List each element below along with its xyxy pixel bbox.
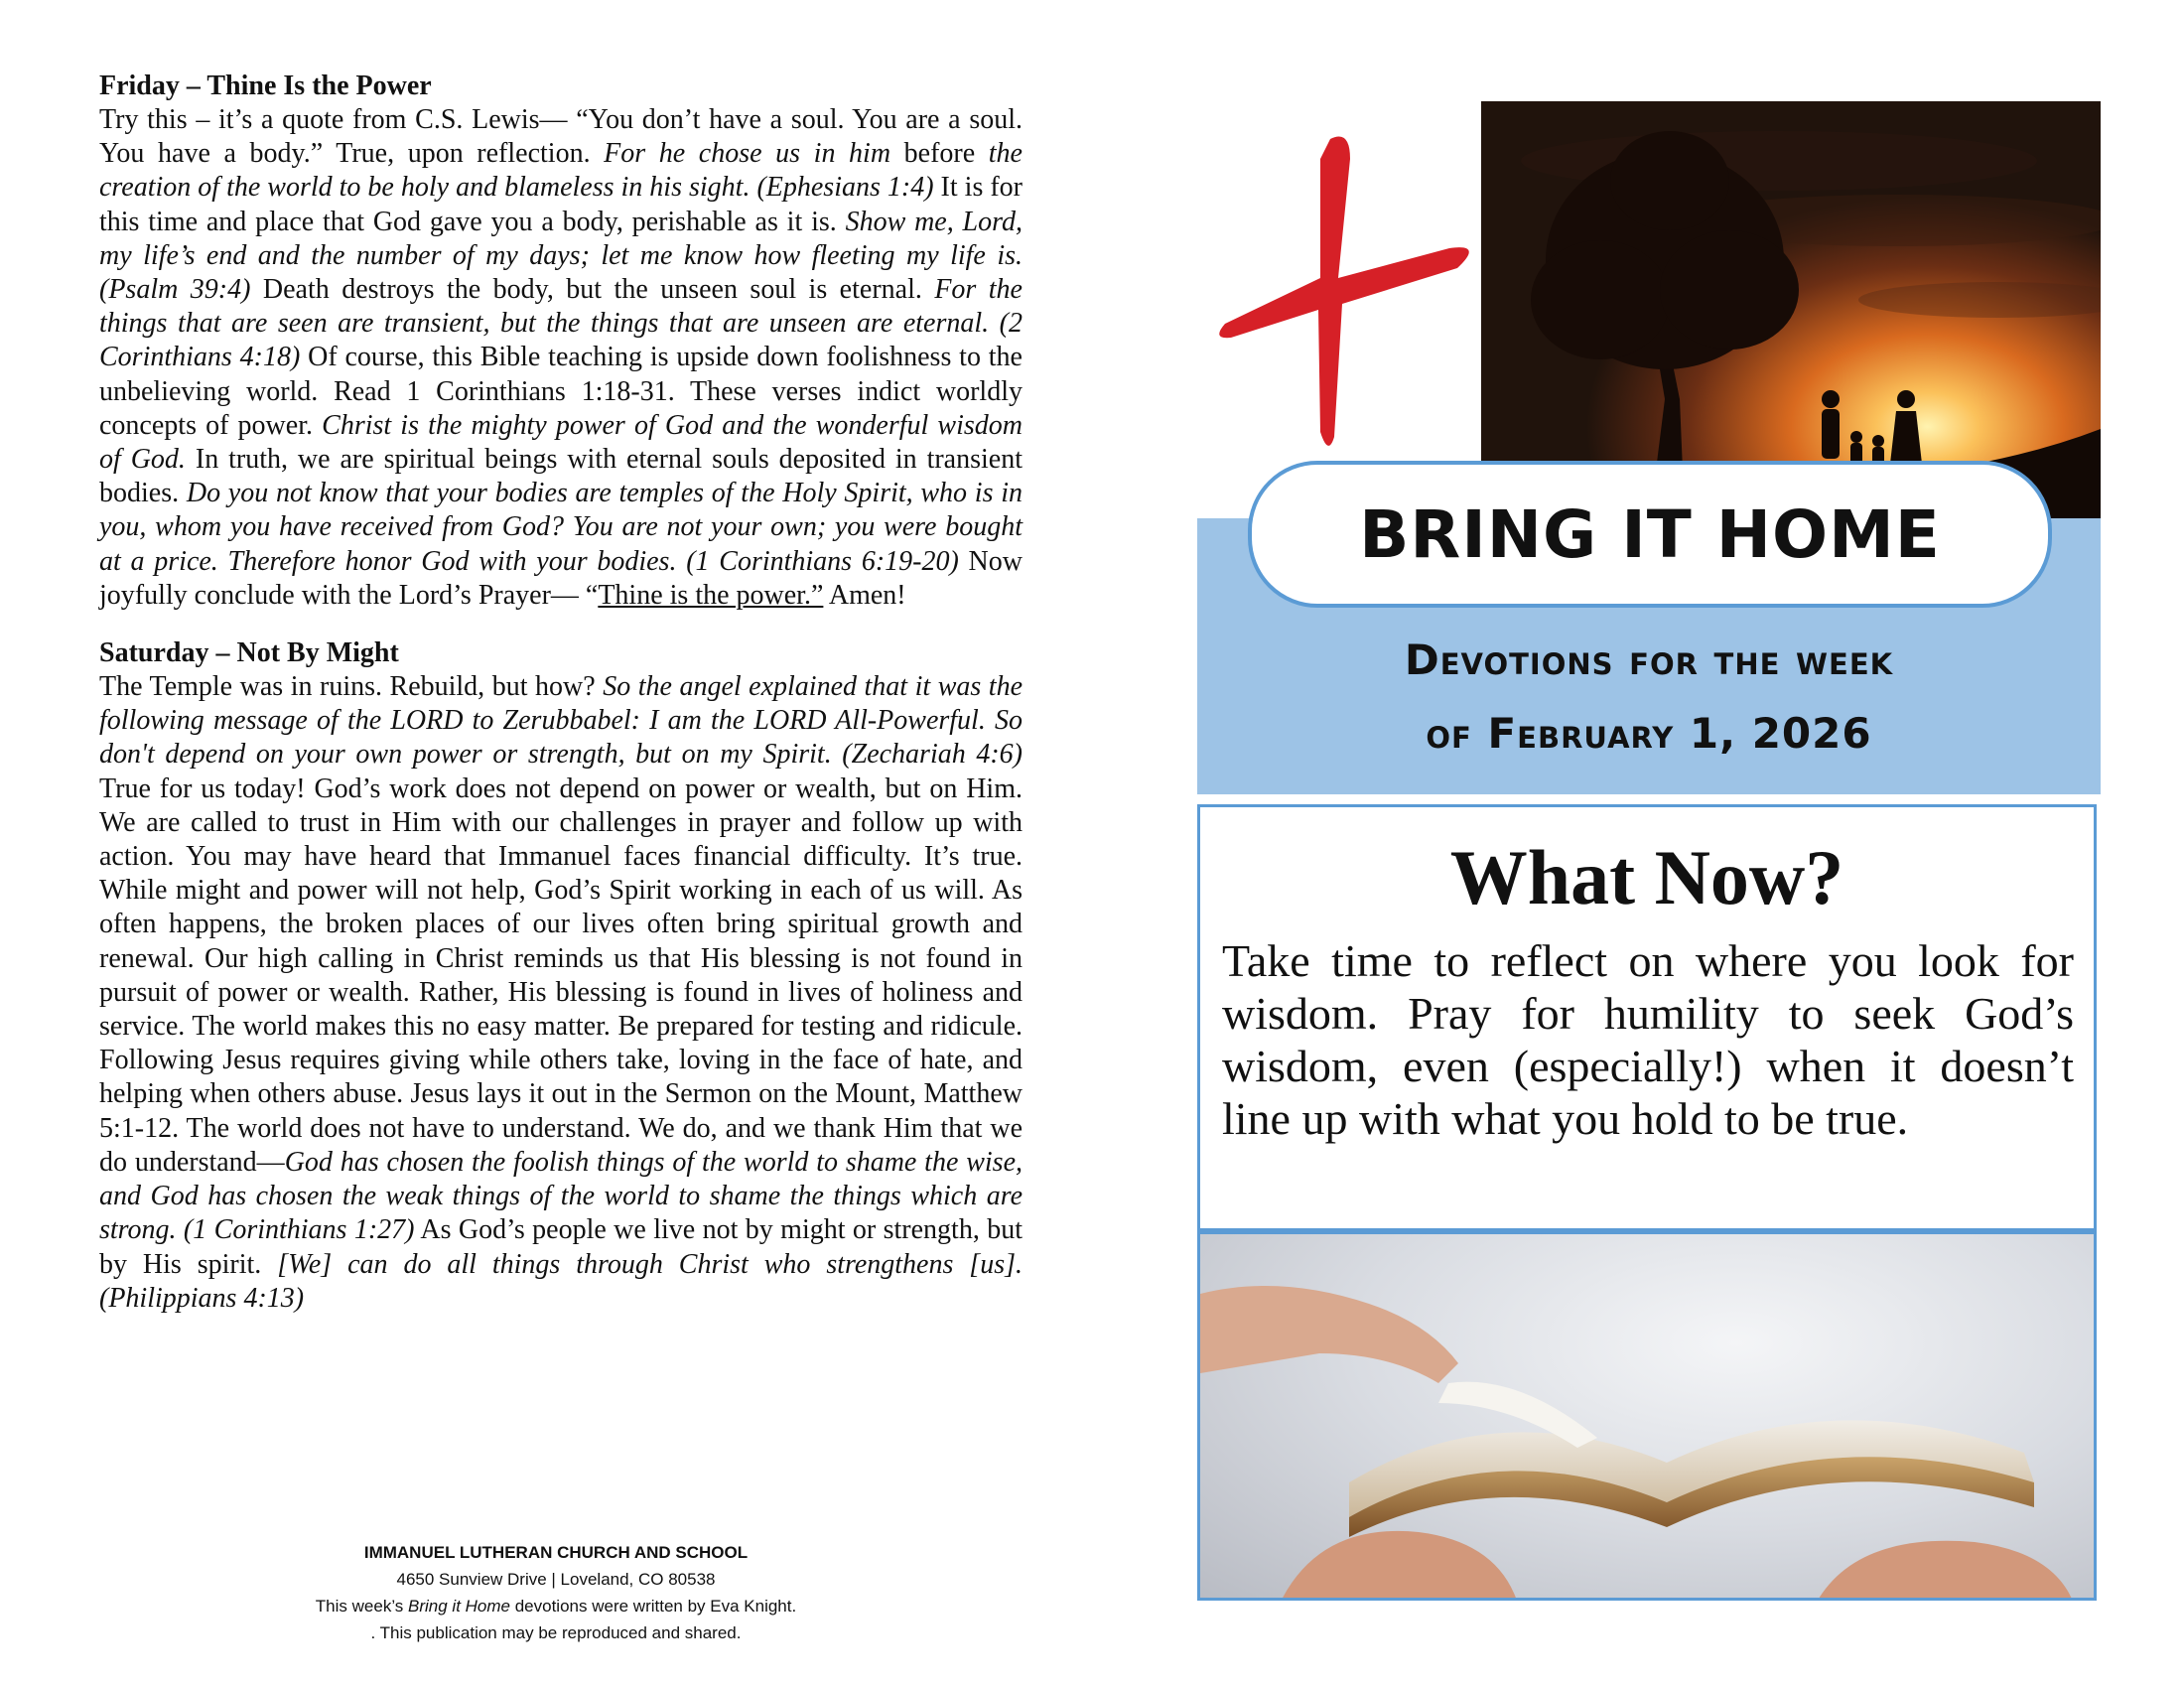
friday-verse: For he chose us in him <box>604 138 891 170</box>
sunset-family-illustration <box>1481 101 2101 518</box>
friday-text: It is for this time and place that God gave you a body, perishable as it is. <box>99 172 1023 237</box>
saturday-body <box>99 670 1023 1316</box>
what-now-box <box>1197 804 2097 1231</box>
saturday-text: True for us today! God’s work does not depend on power or wealth, but on Him. We are called to trust in Him with our challenges in prayer and follow up with action. You may have heard that Immanuel faces financial difficulty. It’s true. While might and power will not help, God’s Spirit working in each of us will. As often happens, the broken places of our lives often bring spiritual growth and renewal. Our high calling in Christ reminds us that His blessing is not found in pursuit of power or wealth. Rather, His blessing is found in lives of holiness and service. The world makes this no easy matter. Be prepared for testing and ridicule. Following Jesus requires giving while others take, loving in the face of hate, and helping when others abuse. Jesus lays it out in the Sermon on the Mount, Matthew 5:1-12. The world does not have to understand. We do, and we thank Him that we do understand— <box>99 773 1023 1178</box>
friday-text: Try this – it’s a quote from C.S. Lewis— “You don’t have a soul. You are a soul. You have a body.” True, upon reflection. <box>99 104 1023 170</box>
credit-title: Bring it Home <box>408 1597 510 1616</box>
friday-verse: Christ is the mighty power of God and the wonderful wisdom of God. <box>99 409 1023 476</box>
title-pill <box>1248 461 2052 608</box>
saturday-title: Saturday – Not By Might <box>99 637 399 669</box>
subtitle-line-1: Devotions for the week <box>1404 635 1894 684</box>
church-footer <box>169 1539 943 1646</box>
friday-text: In truth, we are spiritual beings with eternal souls deposited in transient bodies. <box>99 444 1023 509</box>
friday-verse: For the things that are seen are transient, but the things that are unseen are eternal. (2 Corinthians 4:18) <box>99 274 1023 373</box>
friday-verse: the creation of the world to be holy and blameless in his sight. (Ephesians 1:4) <box>99 138 1023 204</box>
friday-text: Of course, this Bible teaching is upside down foolishness to the unbelieving world. Read 1 Corinthians 1:18-31. These verses indict worldly concepts of power. <box>99 342 1023 441</box>
open-book-illustration <box>1200 1234 2097 1601</box>
author-credit <box>169 1593 943 1619</box>
cross-icon <box>1211 129 1489 457</box>
friday-text: Death destroys the body, but the unseen soul is eternal. <box>250 274 935 306</box>
church-address: 4650 Sunview Drive | Loveland, CO 80538 <box>396 1570 716 1589</box>
friday-body <box>99 103 1023 613</box>
saturday-section <box>99 636 1023 1316</box>
friday-title: Friday – Thine Is the Power <box>99 70 432 101</box>
friday-text: Amen! <box>823 579 906 611</box>
church-name: IMMANUEL LUTHERAN CHURCH AND SCHOOL <box>363 1543 749 1562</box>
what-now-title: What Now? <box>1449 834 1844 920</box>
devotion-column <box>99 70 1023 1316</box>
friday-verse: Do you not know that your bodies are temples of the Holy Spirit, who is in you, whom you have received from God? You are not your own; you were bought at a price. Therefore honor God with your bodies. (1 Corinthians 6:19-20) <box>99 478 1023 577</box>
open-bible-photo <box>1197 1231 2097 1601</box>
saturday-verse: So the angel explained that it was the following message of the LORD to Zerubbabel: I am the LORD All-Powerful. So don't depend on your own power or strength, but on my Spirit. (Zechariah 4:6) <box>99 671 1023 771</box>
devotions-subtitle <box>1197 624 2101 771</box>
saturday-verse: [We] can do all things through Christ who strengthens [us]. (Philippians 4:13) <box>99 1248 1023 1314</box>
reproduction-notice: . This publication may be reproduced and shared. <box>370 1623 742 1642</box>
friday-underline: Thine is the power.” <box>598 579 824 611</box>
credit-text: This week’s <box>315 1597 409 1616</box>
saturday-text: The Temple was in ruins. Rebuild, but how? <box>99 671 604 703</box>
credit-text: devotions were written by Eva Knight. <box>510 1597 797 1616</box>
friday-text: Now joyfully conclude with the Lord’s Prayer— “ <box>99 545 1023 611</box>
friday-section <box>99 70 1023 613</box>
subtitle-line-2: of February 1, 2026 <box>1426 709 1872 758</box>
saturday-text: As God’s people we live not by might or strength, but by His spirit. <box>99 1214 1023 1280</box>
sunset-family-photo <box>1481 101 2101 518</box>
saturday-verse: God has chosen the foolish things of the world to shame the wise, and God has chosen the weak things of the world to shame the things which are strong. (1 Corinthians 1:27) <box>99 1146 1023 1246</box>
friday-verse: Show me, Lord, my life’s end and the number of my days; let me know how fleeting my life is. (Psalm 39:4) <box>99 206 1023 306</box>
main-heading: BRING IT HOME <box>1359 495 1941 573</box>
what-now-text: Take time to reflect on where you look for wisdom. Pray for humility to seek God’s wisdom, even (especially!) when it doesn’t line up with what you hold to be true. <box>1222 935 2074 1144</box>
friday-text: before <box>890 138 989 170</box>
